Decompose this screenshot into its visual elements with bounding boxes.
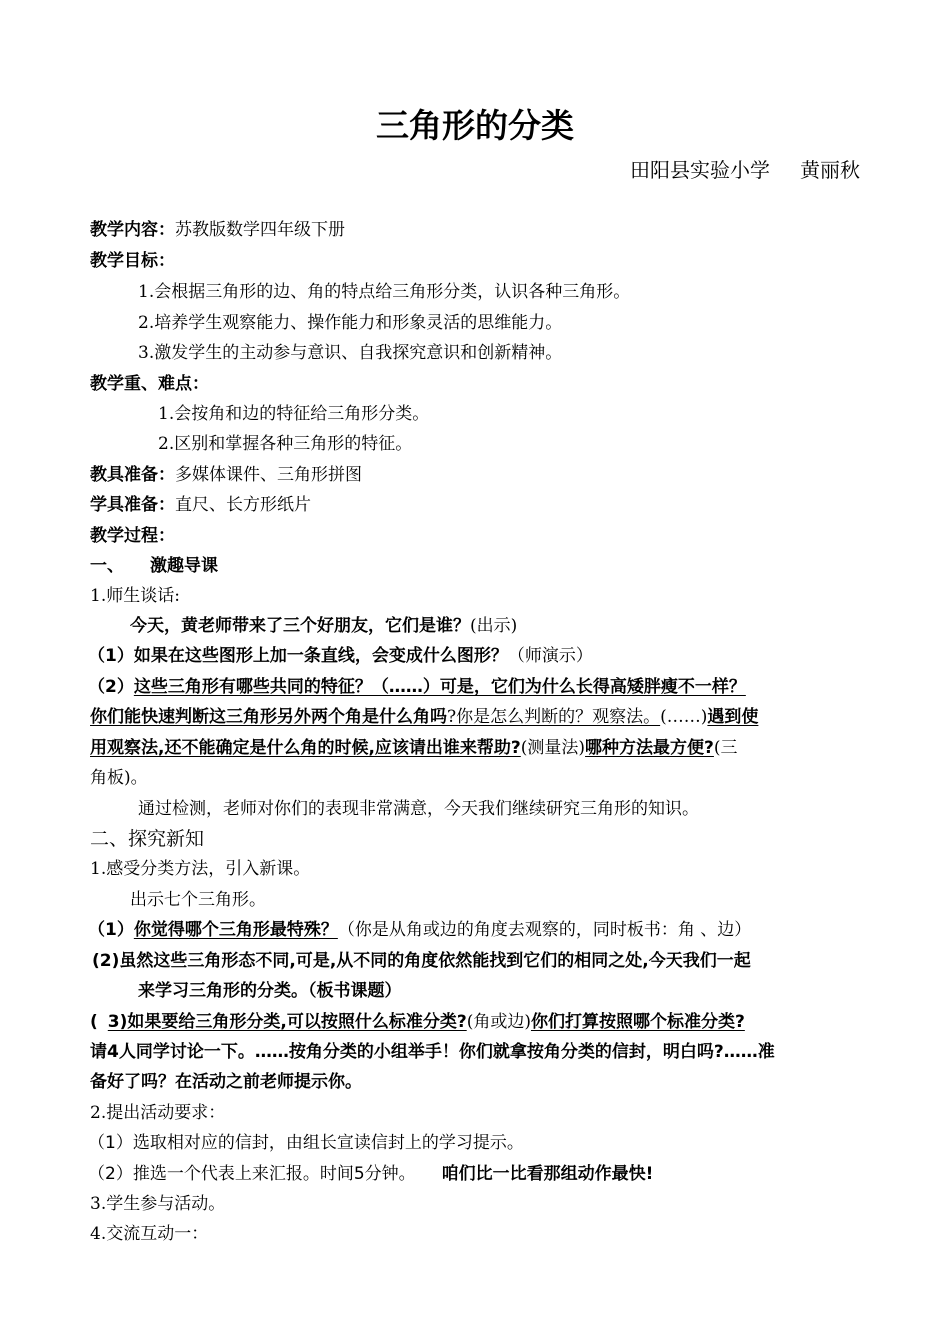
goal-item: 1.会根据三角形的边、角的特点给三角形分类，认识各种三角形。 <box>138 282 631 302</box>
summary-line: 通过检测，老师对你们的表现非常满意，今天我们继续研究三角形的知识。 <box>138 799 699 819</box>
dialogue-line: 今天，黄老师带来了三个好朋友，它们是谁？(出示) <box>130 616 518 636</box>
step-title: 2.提出活动要求： <box>90 1103 226 1123</box>
dialogue-line: （1）如果在这些图形上加一条直线，会变成什么图形？（师演示） <box>88 646 593 666</box>
step-title: 1.师生谈话: <box>90 586 180 606</box>
step-title: 3.学生参与活动。 <box>90 1194 226 1214</box>
teacher-tools <box>90 463 362 487</box>
goal-item: 2.培养学生观察能力、操作能力和形象灵活的思维能力。 <box>138 313 563 333</box>
goals-label: 教学目标： <box>90 251 175 271</box>
teaching-content <box>90 218 345 242</box>
requirement-line: （2）推选一个代表上来汇报。时间5分钟。 咱们比一比看那组动作最快! <box>88 1164 654 1184</box>
school-name: 田阳县实验小学 <box>630 158 770 182</box>
content-label: 教学内容： <box>90 220 175 240</box>
teacher-tools-value: 多媒体课件、三角形拼图 <box>175 465 362 485</box>
keypoints-label: 教学重、难点： <box>90 374 209 394</box>
student-tools <box>90 493 311 517</box>
student-tools-label: 学具准备： <box>90 495 175 515</box>
dialogue-line: 角板)。 <box>90 768 148 788</box>
step-text: 出示七个三角形。 <box>130 890 266 910</box>
section-heading-2: 二、探究新知 <box>90 828 205 850</box>
content-value: 苏教版数学四年级下册 <box>175 220 345 240</box>
step-title: 1.感受分类方法，引入新课。 <box>90 859 311 879</box>
step-title: 4.交流互动一： <box>90 1224 209 1244</box>
teacher-name: 黄丽秋 <box>800 158 860 182</box>
dialogue-line: 你们能快速判断这三角形另外两个角是什么角吗?你是怎么判断的？观察法。(……)遇到使 <box>90 707 759 727</box>
question-line: （1）你觉得哪个三角形最特殊？（你是从角或边的角度去观察的，同时板书：角 、边） <box>88 920 752 940</box>
dialogue-line: 用观察法,还不能确定是什么角的时候,应该请出谁来帮助?(测量法)哪种方法最方便?(三 <box>90 738 738 758</box>
question-line: 请4人同学讨论一下。……按角分类的小组举手！你们就拿按角分类的信封，明白吗?……准 <box>90 1042 775 1062</box>
question-line: 来学习三角形的分类。（板书课题） <box>138 981 402 1001</box>
author-line <box>560 155 860 185</box>
keypoint-item: 1.会按角和边的特征给三角形分类。 <box>158 404 430 424</box>
student-tools-value: 直尺、长方形纸片 <box>175 495 311 515</box>
requirement-line: （1）选取相对应的信封，由组长宣读信封上的学习提示。 <box>88 1133 524 1153</box>
question-line: 备好了吗？在活动之前老师提示你。 <box>90 1072 362 1092</box>
process-label: 教学过程： <box>90 526 175 546</box>
keypoint-item: 2.区别和掌握各种三角形的特征。 <box>158 434 413 454</box>
dialogue-line: （2）这些三角形有哪些共同的特征？（……）可是，它们为什么长得高矮胖瘦不一样？ <box>88 677 746 697</box>
goal-item: 3.激发学生的主动参与意识、自我探究意识和创新精神。 <box>138 343 563 363</box>
section-heading-1: 一、 激趣导课 <box>90 556 218 576</box>
document-title: 三角形的分类 <box>376 106 574 145</box>
question-line: ( 3)如果要给三角形分类,可以按照什么标准分类?(角或边)你们打算按照哪个标准分类? <box>90 1012 745 1032</box>
teacher-tools-label: 教具准备： <box>90 465 175 485</box>
question-line: (2)虽然这些三角形态不同,可是,从不同的角度依然能找到它们的相同之处,今天我们一起 <box>92 951 751 971</box>
